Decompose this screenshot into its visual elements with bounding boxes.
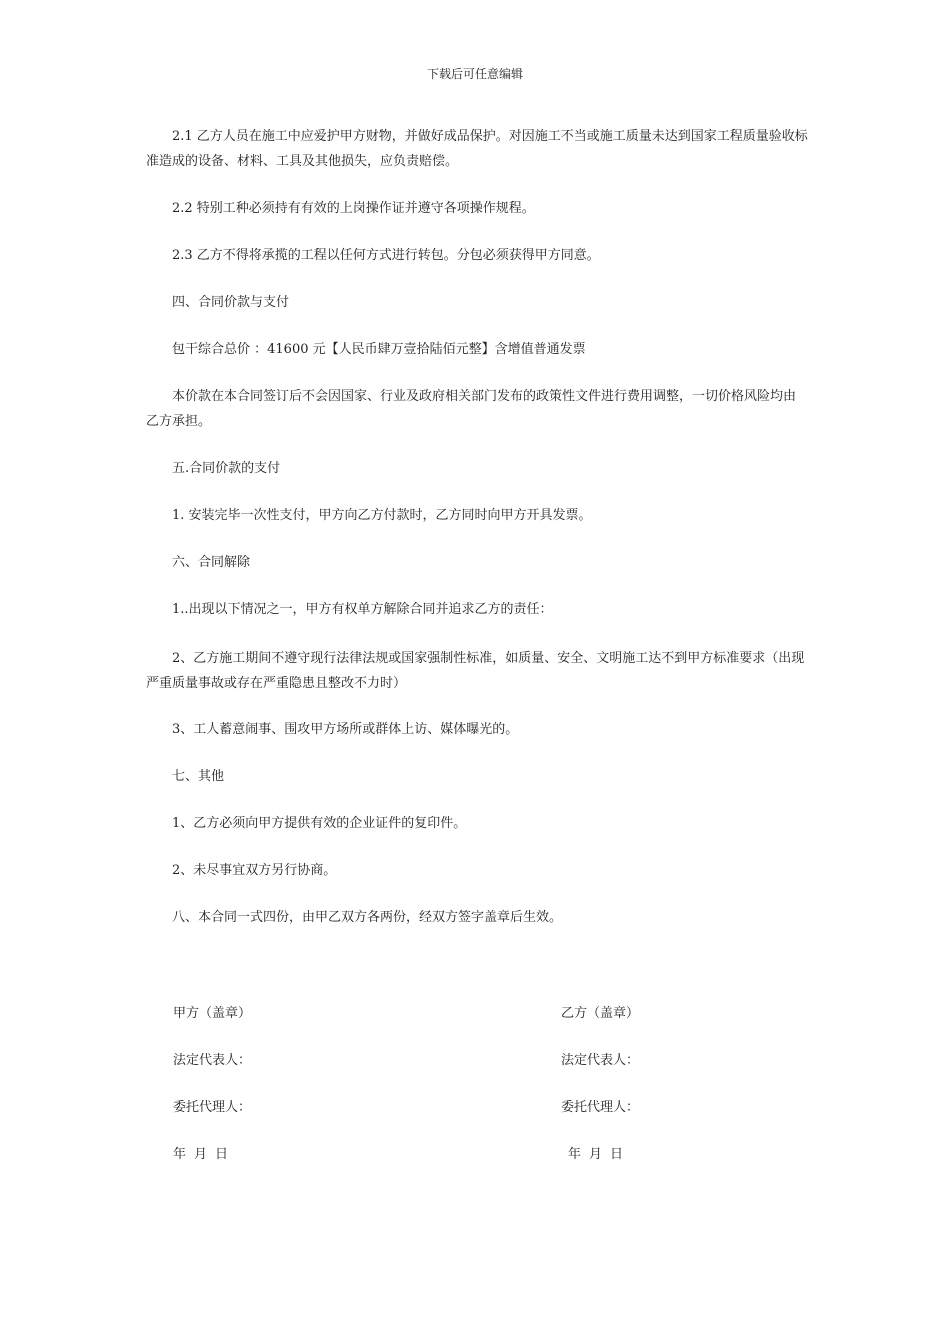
section-8-clause: 八、本合同一式四份，由甲乙双方各两份，经双方签字盖章后生效。: [172, 910, 563, 925]
party-b-seal: 乙方（盖章）: [561, 1006, 640, 1021]
clause-2-2: 2.2 特别工种必须持有有效的上岗操作证并遵守各项操作规程。: [172, 201, 535, 216]
party-b-agent: 委托代理人：: [561, 1100, 640, 1115]
party-a-legal-rep: 法定代表人：: [173, 1053, 252, 1068]
party-a-seal: 甲方（盖章）: [173, 1006, 252, 1021]
payment-clause-1: 1. 安装完毕一次性支付，甲方向乙方付款时，乙方同时向甲方开具发票。: [172, 508, 592, 523]
other-clause-1: 1、乙方必须向甲方提供有效的企业证件的复印件。: [172, 816, 467, 831]
section-6-heading: 六、合同解除: [172, 555, 251, 570]
party-a-date-year: 年: [173, 1147, 187, 1162]
section-5-heading: 五.合同价款的支付: [172, 461, 281, 476]
clause-2-3: 2.3 乙方不得将承揽的工程以任何方式进行转包。分包必须获得甲方同意。: [172, 248, 600, 263]
page-header-note: 下载后可任意编辑: [426, 67, 523, 81]
termination-clause-3: 3、工人蓄意闹事、围攻甲方场所或群体上访、媒体曝光的。: [172, 722, 519, 737]
party-b-date-year: 年: [568, 1147, 582, 1162]
termination-clause-1: 1..出现以下情况之一，甲方有权单方解除合同并追求乙方的责任：: [172, 602, 553, 617]
other-clause-2: 2、未尽事宜双方另行协商。: [172, 863, 337, 878]
price-adjustment-clause: 本价款在本合同签订后不会因国家、行业及政府相关部门发布的政策性文件进行费用调整，一切价格风险均由乙方承担。: [146, 389, 797, 429]
party-b-legal-rep: 法定代表人：: [561, 1053, 640, 1068]
party-a-date: [173, 1145, 236, 1165]
party-a-agent: 委托代理人：: [173, 1100, 252, 1115]
party-b-date: [568, 1145, 631, 1165]
termination-clause-2: 2、乙方施工期间不遵守现行法律法规或国家强制性标准，如质量、安全、文明施工达不到甲方标准要求（出现严重质量事故或存在严重隐患且整改不力时）: [146, 651, 805, 691]
section-7-heading: 七、其他: [172, 769, 225, 784]
party-b-date-month: 月: [589, 1147, 603, 1162]
party-a-date-month: 月: [194, 1147, 208, 1162]
section-4-heading: 四、合同价款与支付: [172, 295, 290, 310]
party-b-date-day: 日: [610, 1147, 624, 1162]
clause-2-1: 2.1 乙方人员在施工中应爱护甲方财物，并做好成品保护。对因施工不当或施工质量未达到国家工程质量验收标准造成的设备、材料、工具及其他损失，应负责赔偿。: [146, 129, 808, 169]
party-a-date-day: 日: [215, 1147, 229, 1162]
total-price: 包干综合总价 ：41600 元【人民币肆万壹拾陆佰元整】含增值普通发票: [172, 342, 586, 357]
